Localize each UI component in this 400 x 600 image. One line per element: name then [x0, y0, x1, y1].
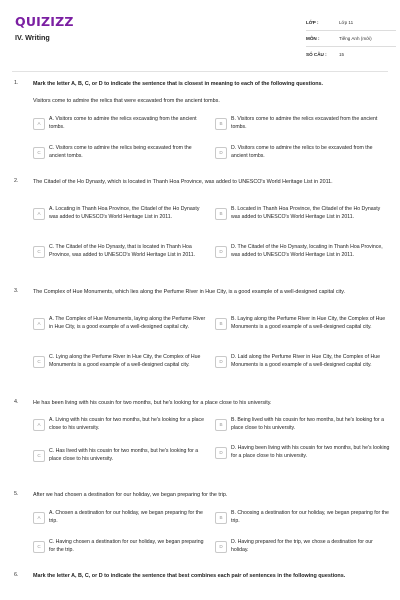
question-text: The Complex of Hue Monuments, which lies along the Perfume River in Hue City, is a good example of a well-designed capital city. — [33, 289, 346, 295]
meta-row-count — [306, 47, 396, 62]
option-c[interactable] — [33, 145, 208, 160]
option-letter-box[interactable]: C — [33, 541, 45, 553]
question-number: 6. — [14, 572, 19, 578]
option-letter-box[interactable]: B — [215, 318, 227, 330]
meta-row-class — [306, 15, 396, 31]
question-text: Mark the letter A, B, C, or D to indicate the sentence that is closest in meaning to each of the following questions. — [33, 81, 324, 87]
option-text: C. Having chosen a destination for our holiday, we began preparing for the trip. — [49, 539, 204, 553]
header-divider — [12, 71, 388, 72]
quizizz-logo: QUIZIZZ — [15, 14, 74, 29]
option-letter-box[interactable]: D — [215, 447, 227, 459]
meta-row-subject — [306, 31, 396, 47]
option-c[interactable] — [33, 448, 208, 463]
question-number: 3. — [14, 288, 19, 294]
option-a[interactable] — [33, 116, 208, 131]
option-letter-box[interactable]: B — [215, 419, 227, 431]
meta-label: LỚP : — [306, 20, 319, 25]
option-text: A. Visitors come to admire the relics excavating from the ancient tombs. — [49, 116, 197, 130]
option-text: C. Visitors come to admire the relics being excavated from the ancient tombs. — [49, 145, 192, 159]
meta-label: MÔN : — [306, 36, 320, 41]
option-text: B. Laying along the Perfume River in Hue City, the Complex of Hue Monuments is a good example of a well-designed capital city. — [231, 316, 386, 330]
option-letter-box[interactable]: A — [33, 419, 45, 431]
option-text: D. The Citadel of the Ho Dynasty, locating in Thanh Hoa Province, was added to UNESCO's World Heritage List in 2011. — [231, 244, 383, 258]
question-text: The Citadel of the Ho Dynasty, which is located in Thanh Hoa Province, was added to UNESCO's World Heritage List in 2011. — [33, 179, 333, 185]
option-a[interactable] — [33, 510, 208, 525]
option-b[interactable] — [215, 206, 390, 221]
option-text: A. The Complex of Hue Monuments, laying along the Perfume River in Hue City, is a good example of a well-designed capital city. — [49, 316, 206, 330]
option-letter-box[interactable]: D — [215, 246, 227, 258]
question-text: He has been living with his cousin for two months, but he's looking for a place close to his university. — [33, 400, 272, 406]
option-letter-box[interactable]: A — [33, 318, 45, 330]
option-text: A. Locating in Thanh Hoa Province, the Citadel of the Ho Dynasty was added to UNESCO's World Heritage List in 2011. — [49, 206, 200, 220]
option-text: D. Laid along the Perfume River in Hue City, the Complex of Hue Monuments is a good example of a well-designed capital city. — [231, 354, 380, 368]
option-letter-box[interactable]: C — [33, 450, 45, 462]
question-number: 5. — [14, 491, 19, 497]
option-text: B. Choosing a destination for our holiday, we began preparing for the trip. — [231, 510, 389, 524]
option-b[interactable] — [215, 417, 390, 432]
option-letter-box[interactable]: B — [215, 208, 227, 220]
option-text: C. Has lived with his cousin for two months, but he's looking for a place close to his university. — [49, 448, 199, 462]
option-letter-box[interactable]: A — [33, 208, 45, 220]
option-letter-box[interactable]: A — [33, 512, 45, 524]
option-text: D. Having prepared for the trip, we chose a destination for our holiday. — [231, 539, 373, 553]
option-text: D. Visitors come to admire the relics to be excavated from the ancient tombs. — [231, 145, 373, 159]
question-number: 2. — [14, 178, 19, 184]
meta-label: SỐ CÂU : — [306, 52, 327, 57]
meta-value: Lớp 11 — [339, 20, 354, 25]
option-letter-box[interactable]: C — [33, 246, 45, 258]
worksheet-meta — [306, 15, 396, 62]
option-b[interactable] — [215, 510, 390, 525]
option-letter-box[interactable]: D — [215, 541, 227, 553]
question-text: After we had chosen a destination for our holiday, we began preparing for the trip. — [33, 492, 228, 498]
option-b[interactable] — [215, 316, 390, 331]
option-letter-box[interactable]: D — [215, 147, 227, 159]
question-prompt: Visitors come to admire the relics that were excavated from the ancient tombs. — [33, 98, 220, 104]
option-d[interactable] — [215, 244, 390, 259]
option-a[interactable] — [33, 206, 208, 221]
question-number: 4. — [14, 399, 19, 405]
question-number: 1. — [14, 80, 19, 86]
option-text: D. Having been living with his cousin for two months, but he's looking for a place close to his university. — [231, 445, 390, 459]
option-a[interactable] — [33, 316, 208, 331]
option-letter-box[interactable]: B — [215, 512, 227, 524]
option-text: A. Chosen a destination for our holiday, we began preparing for the trip. — [49, 510, 203, 524]
option-d[interactable] — [215, 539, 390, 554]
option-text: C. The Citadel of the Ho Dynasty, that is located in Thanh Hoa Province, was added to UNESCO's World Heritage List in 2011. — [49, 244, 196, 258]
option-c[interactable] — [33, 244, 208, 259]
option-letter-box[interactable]: D — [215, 356, 227, 368]
meta-value: Tiếng Anh (mới) — [339, 36, 372, 41]
option-letter-box[interactable]: A — [33, 118, 45, 130]
option-text: B. Visitors come to admire the relics excavated from the ancient tombs. — [231, 116, 378, 130]
option-b[interactable] — [215, 116, 390, 131]
section-title: IV. Writing — [15, 33, 50, 42]
option-text: B. Being lived with his cousin for two months, but he's looking for a place close to his university. — [231, 417, 384, 431]
option-c[interactable] — [33, 539, 208, 554]
option-letter-box[interactable]: C — [33, 356, 45, 368]
option-text: A. Living with his cousin for two months, but he's looking for a place close to his university. — [49, 417, 204, 431]
option-text: B. Located in Thanh Hoa Province, the Citadel of the Ho Dynasty was added to UNESCO's World Heritage List in 2011. — [231, 206, 381, 220]
option-d[interactable] — [215, 445, 390, 460]
meta-value: 15 — [339, 52, 345, 57]
option-d[interactable] — [215, 354, 390, 369]
option-a[interactable] — [33, 417, 208, 432]
option-letter-box[interactable]: C — [33, 147, 45, 159]
option-letter-box[interactable]: B — [215, 118, 227, 130]
option-d[interactable] — [215, 145, 390, 160]
question-text: Mark the letter A, B, C, or D to indicate the sentence that best combines each pair of sentences in the following questions. — [33, 573, 346, 579]
option-c[interactable] — [33, 354, 208, 369]
option-text: C. Lying along the Perfume River in Hue City, the Complex of Hue Monuments is a good example of a well-designed capital city. — [49, 354, 201, 368]
